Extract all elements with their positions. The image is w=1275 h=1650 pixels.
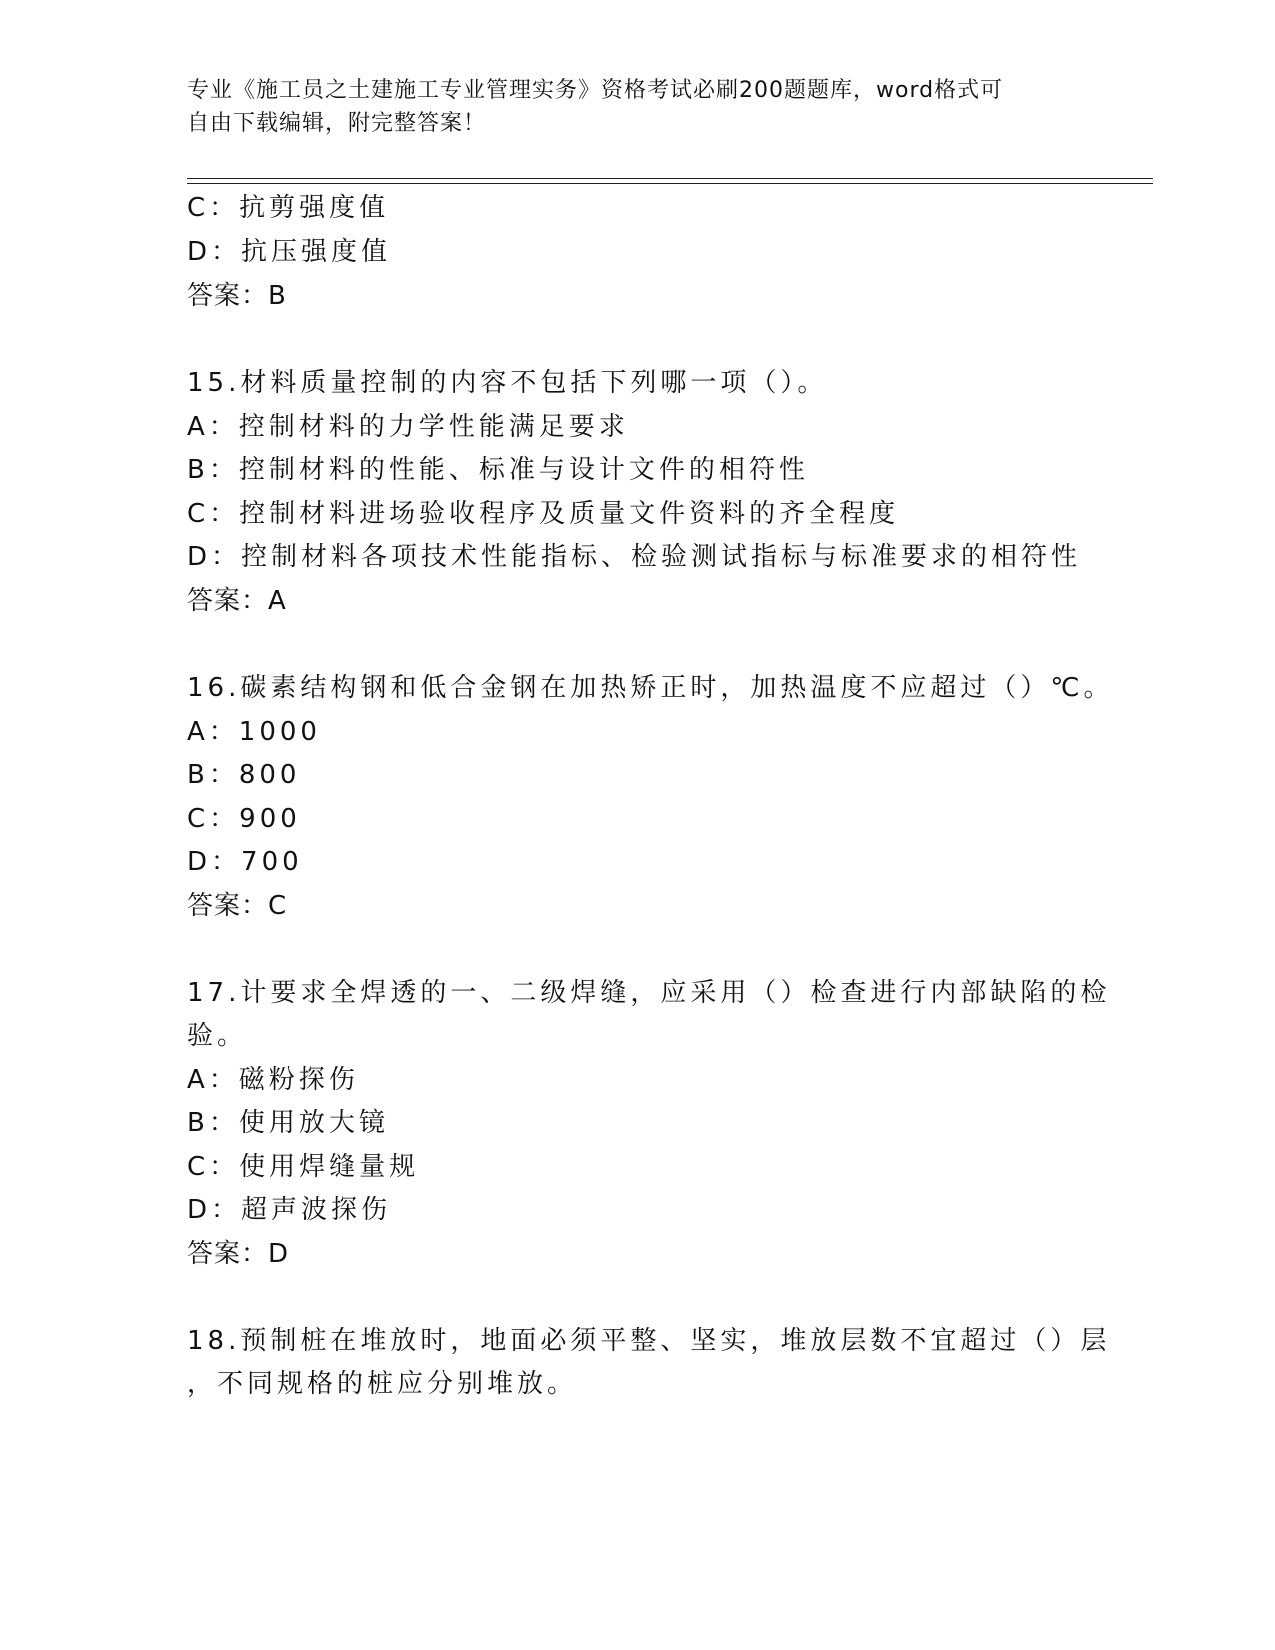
q15-answer: 答案：A (187, 586, 287, 616)
q14-answer: 答案：B (187, 281, 287, 311)
q15-option-b: B：控制材料的性能、标准与设计文件的相符性 (187, 455, 809, 485)
q17-option-c: C：使用焊缝量规 (187, 1152, 420, 1182)
q17-answer: 答案：D (187, 1239, 290, 1269)
q16-answer: 答案：C (187, 891, 288, 921)
header-line-2: 自由下载编辑，附完整答案！ (187, 111, 487, 136)
q18-stem-line-1: 18.预制桩在堆放时，地面必须平整、坚实，堆放层数不宜超过（）层 (187, 1326, 1111, 1356)
q17-stem-line-1: 17.计要求全焊透的一、二级焊缝，应采用（）检查进行内部缺陷的检 (187, 978, 1111, 1008)
q14-option-c: C：抗剪强度值 (187, 193, 390, 223)
q14-option-d: D：抗压强度值 (187, 237, 392, 267)
q16-option-c: C：900 (187, 804, 301, 834)
q17-stem-line-2: 验。 (187, 1021, 248, 1051)
header-line-1: 专业《施工员之土建施工专业管理实务》资格考试必刷200题题库，word格式可 (187, 78, 1004, 103)
q15-stem: 15.材料质量控制的内容不包括下列哪一项（）。 (187, 368, 828, 398)
q16-option-a: A：1000 (187, 717, 321, 747)
document-header (187, 74, 1067, 140)
q16-option-b: B：800 (187, 760, 301, 790)
q17-option-d: D：超声波探伤 (187, 1195, 392, 1225)
q15-option-d: D：控制材料各项技术性能指标、检验测试指标与标准要求的相符性 (187, 542, 1082, 572)
header-rule-bottom (187, 183, 1153, 184)
q16-stem: 16.碳素结构钢和低合金钢在加热矫正时，加热温度不应超过（）℃。 (187, 673, 1114, 703)
q15-option-c: C：控制材料进场验收程序及质量文件资料的齐全程度 (187, 499, 900, 529)
q18-stem-line-2: ，不同规格的桩应分别堆放。 (187, 1369, 578, 1399)
q17-option-a: A：磁粉探伤 (187, 1065, 359, 1095)
q16-option-d: D：700 (187, 847, 303, 877)
header-rule-top (187, 178, 1153, 179)
q17-option-b: B：使用放大镜 (187, 1108, 389, 1138)
q15-option-a: A：控制材料的力学性能满足要求 (187, 412, 629, 442)
